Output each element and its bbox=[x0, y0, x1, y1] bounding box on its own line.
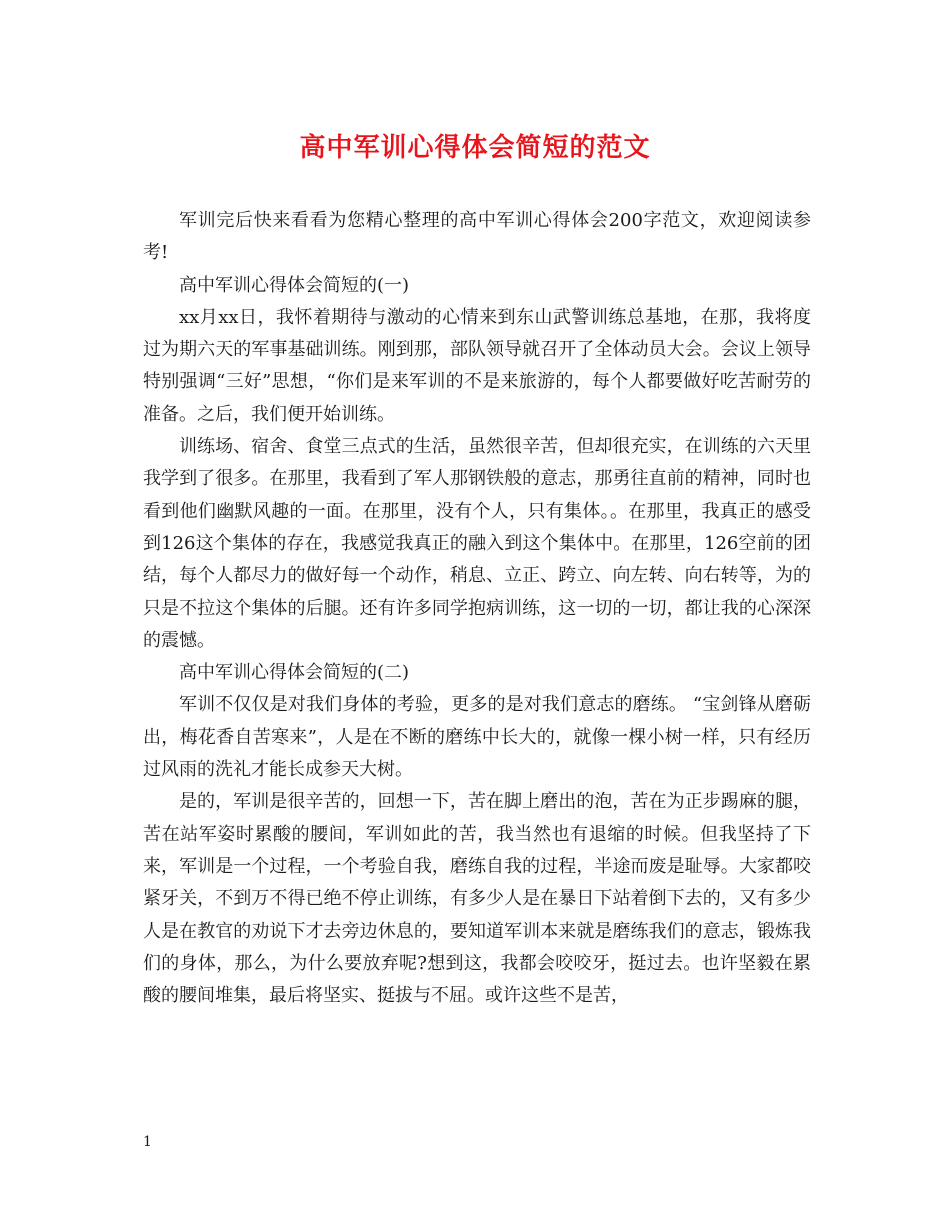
intro-paragraph: 军训完后快来看看为您精心整理的高中军训心得体会200字范文，欢迎阅读参考! bbox=[143, 210, 811, 264]
body-paragraph: 训练场、宿舍、食堂三点式的生活，虽然很辛苦，但却很充实，在训练的六天里我学到了很多。在那里，我看到了军人那钢铁般的意志，那勇往直前的精神，同时也看到他们幽默风趣的一面。在那里，没有个人，只有集体。。在那里，我真正的感受到126这个集体的存在，我感觉我真正的融入到这个集体中。在那里，126空前的团结，每个人都尽力的做好每一个动作，稍息、立正、跨立、向左转、向右转等，为的只是不拉这个集体的后腿。还有许多同学抱病训练，这一切的一切，都让我的心深深的震憾。 bbox=[143, 436, 811, 651]
section-heading-two: 高中军训心得体会简短的(二) bbox=[179, 662, 410, 684]
document-body bbox=[143, 205, 811, 1012]
body-paragraph: xx月xx日，我怀着期待与激动的心情来到东山武警训练总基地，在那，我将度过为期六天的军事基础训练。刚到那，部队领导就召开了全体动员大会。会议上领导特别强调“三好”思想，“你们是来军训的不是来旅游的，每个人都要做好吃苦耐劳的准备。之后，我们便开始训练。 bbox=[143, 306, 811, 425]
body-paragraph: 是的，军训是很辛苦的，回想一下，苦在脚上磨出的泡，苦在为正步踢麻的腿，苦在站军姿时累酸的腰间，军训如此的苦，我当然也有退缩的时候。但我坚持了下来，军训是一个过程，一个考验自我，磨练自我的过程，半途而废是耻辱。大家都咬紧牙关，不到万不得已绝不停止训练，有多少人是在暴日下站着倒下去的，又有多少人是在教官的劝说下才去旁边休息的，要知道军训本来就是磨练我们的意志，锻炼我们的身体，那么，为什么要放弃呢?想到这，我都会咬咬牙，挺过去。也许坚毅在累酸的腰间堆集，最后将坚实、挺拔与不屈。或许这些不是苦， bbox=[143, 791, 811, 1007]
document-title: 高中军训心得体会简短的范文 bbox=[299, 133, 651, 163]
page-number: 1 bbox=[143, 1134, 152, 1150]
body-paragraph: 军训不仅仅是对我们身体的考验，更多的是对我们意志的磨练。 “宝剑锋从磨砺出，梅花香自苦寒来”，人是在不断的磨练中长大的，就像一棵小树一样，只有经历过风雨的洗礼才能长成参天大树。 bbox=[143, 694, 811, 781]
section-heading-one: 高中军训心得体会简短的(一) bbox=[179, 274, 410, 296]
